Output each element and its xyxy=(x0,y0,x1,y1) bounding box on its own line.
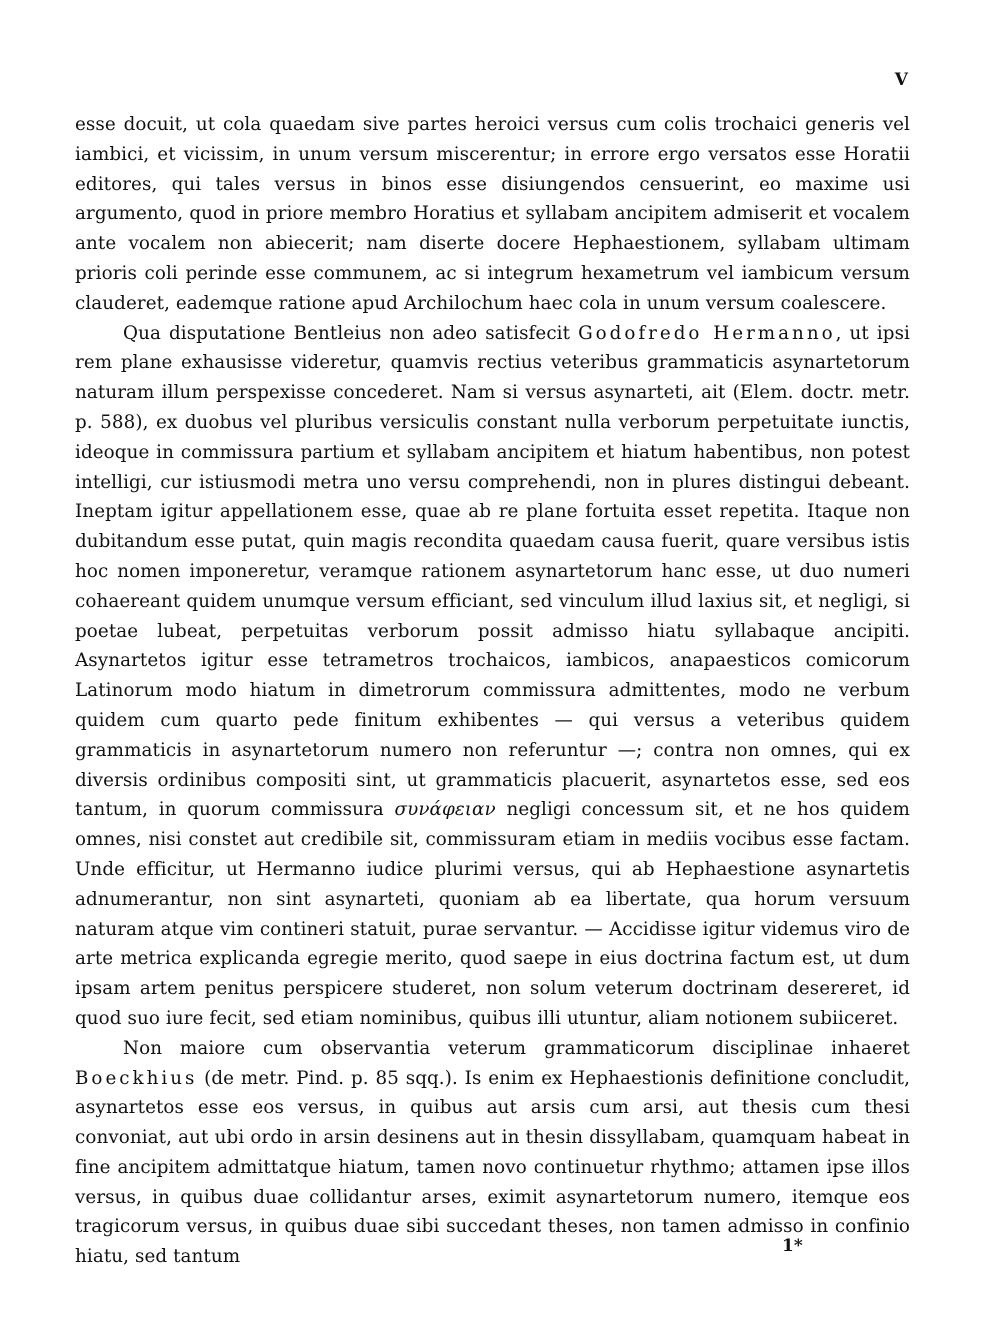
text-run: Non maiore cum observantia veterum grammaticorum disciplinae inhaeret xyxy=(123,1037,910,1059)
paragraph-2 xyxy=(75,319,910,1034)
signature-mark: 1* xyxy=(782,1236,803,1256)
text-run: , ut ipsi rem plane exhausisse videretur, quamvis rectius veteribus grammaticis asynartetorum naturam illum perspexisse concederet. Nam si versus asynarteti, ait (Elem. doctr. metr. p. 588), ex duobus vel pluribus versiculis constant nulla verborum perpetuitate iunctis, ideoque in commissura partium et syllabam ancipitem et hiatum habentibus, non potest intelligi, cur istiusmodi metra uno versu comprehendi, non in plures distingui debeant. Ineptam igitur appellationem esse, quae ab re plane fortuita esset repetita. Itaque non dubitandum esse putat, quin magis recondita quaedam causa fuerit, quare versibus istis hoc nomen imponeretur, veramque rationem asynartetorum hanc esse, ut duo numeri cohaereant quidem unumque versum efficiant, sed vinculum illud laxius sit, et negligi, si poetae lubeat, perpetuitas verborum possit admisso hiatu syllabaque ancipiti. Asynartetos igitur esse tetrametros trochaicos, iambicos, anapaesticos comicorum Latinorum modo hiatum in dimetrorum commissura admittentes, modo ne verbum quidem cum quarto pede finitum exhibentes — qui versus a veteribus quidem grammaticis in asynartetorum numero non referuntur —; contra non omnes, qui ex diversis ordinibus compositi sint, ut grammaticis placuerit, asynartetos esse, sed eos tantum, in quorum commissura xyxy=(75,322,911,821)
text-run: negligi concessum sit, et ne hos quidem omnes, nisi constet aut credibile sit, commissuram etiam in mediis vocibus esse factam. Unde efficitur, ut Hermanno iudice plurimi versus, qui ab Hephaestione asynartetis adnumerantur, non sint asynarteti, quoniam ab ea libertate, qua horum versuum naturam atque vim contineri statuit, purae servantur. — Accidisse igitur videmus viro de arte metrica explicanda egregie merito, quod saepe in eius doctrina factum est, ut dum ipsam artem penitus perspicere studeret, non solum veterum doctrinam desereret, id quod suo iure fecit, sed etiam nominibus, quibus illi utuntur, aliam notionem subiiceret. xyxy=(75,799,910,1029)
text-run: (de metr. Pind. p. 85 sqq.). Is enim ex Hephaestionis definitione concludit, asynartetos esse eos versus, in quibus aut arsis cum arsi, aut thesis cum thesi convoniat, aut ubi ordo in arsin desinens aut in thesin dissyllabam, quamquam habeat in fine ancipitem admittatque hiatum, tamen novo continuetur rhythmo; attamen ipse illos versus, in quibus duae collidantur arses, eximit asynartetorum numero, itemque eos tragicorum versus, in quibus duae sibi succedant theses, non tamen admisso in confinio hiatu, sed tantum xyxy=(75,1067,910,1268)
spaced-name: Boeckhius xyxy=(75,1067,198,1089)
text-run: esse docuit, ut cola quaedam sive partes heroici versus cum colis trochaici generis vel iambici, et vicissim, in unum versum miscerentur; in errore ergo versatos esse Horatii editores, qui tales versus in binos esse disiungendos censuerint, eo maxime usi argumento, quod in priore membro Horatius et syllabam ancipitem admiserit et vocalem ante vocalem non abiecerit; nam diserte docere Hephaestionem, syllabam ultimam prioris coli perinde esse communem, ac si integrum hexametrum vel iambicum versum clauderet, eademque ratione apud Archilochum haec cola in unum versum coalescere. xyxy=(75,114,910,314)
page-number: V xyxy=(894,70,908,90)
greek-term: συνάφειαν xyxy=(394,799,496,821)
paragraph-1 xyxy=(75,110,910,319)
text-body xyxy=(75,110,910,1272)
spaced-name: Godofredo Hermanno xyxy=(578,322,836,344)
text-run: Qua disputatione Bentleius non adeo satisfecit xyxy=(123,322,579,344)
